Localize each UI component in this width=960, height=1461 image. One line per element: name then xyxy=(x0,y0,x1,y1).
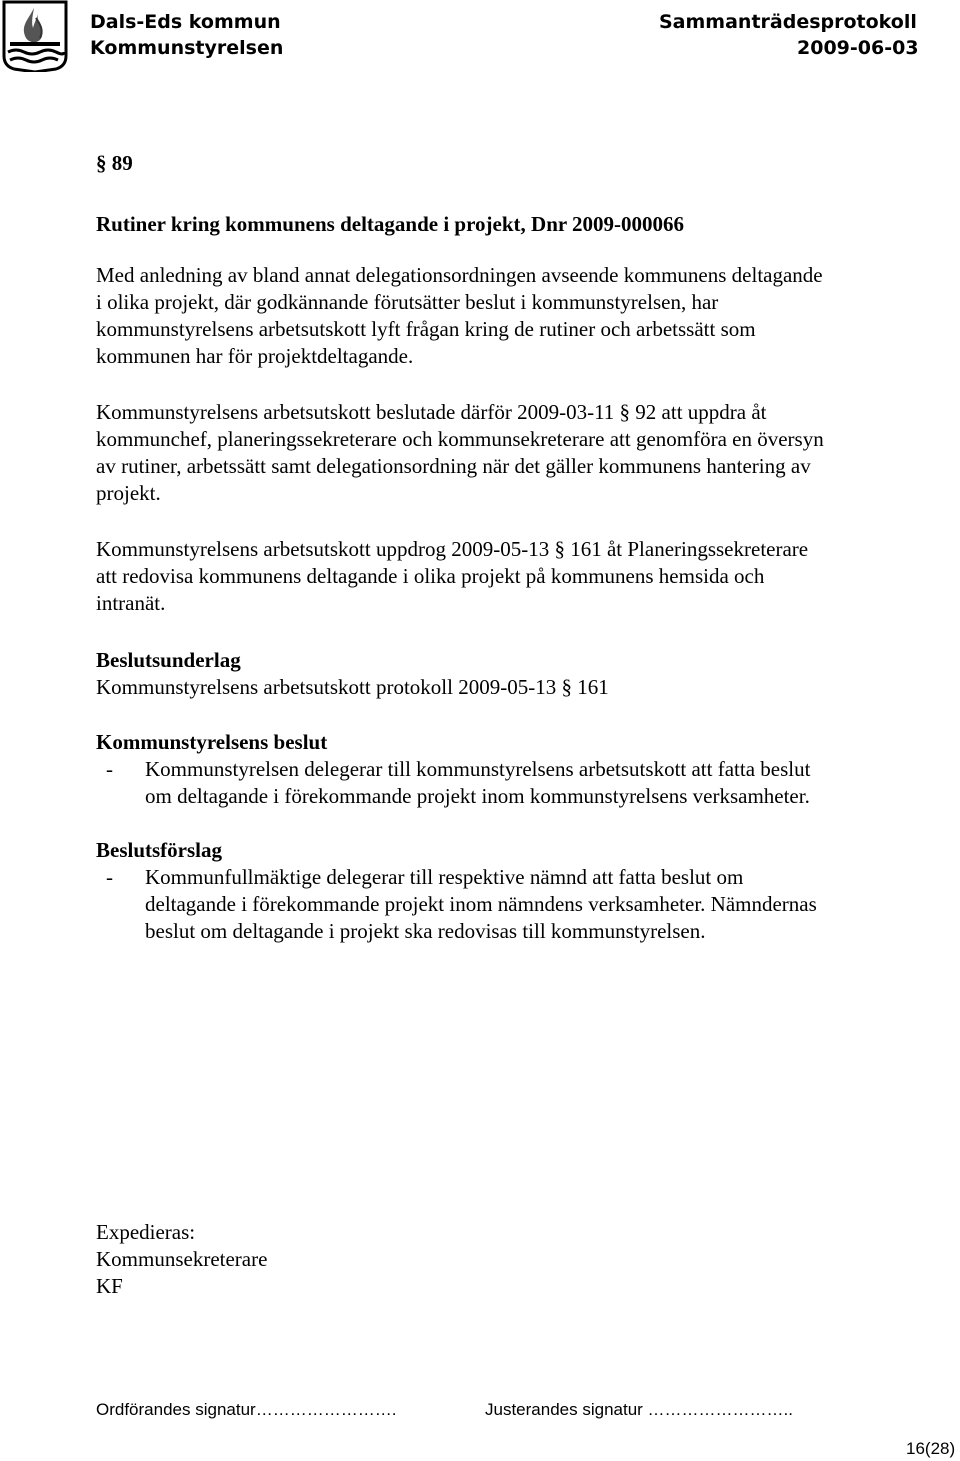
list-dash: - xyxy=(106,757,113,781)
paragraph-background xyxy=(96,262,936,370)
beslutsunderlag-text: Kommunstyrelsens arbetsutskott protokoll 2009-05-13 § 161 xyxy=(96,675,609,699)
ks-beslut-heading: Kommunstyrelsens beslut xyxy=(96,730,328,754)
org-name: Dals-Eds kommun xyxy=(90,11,281,33)
text-line: kommunchef, planeringssekreterare och kommunsekreterare att genomföra en översyn xyxy=(96,427,824,451)
text-line: om deltagande i förekommande projekt inom kommunstyrelsens verksamheter. xyxy=(145,784,810,808)
text-line: Kommunstyrelsens arbetsutskott uppdrog 2009-05-13 § 161 åt Planeringssekreterare xyxy=(96,537,809,561)
expedieras-label: Expedieras: xyxy=(96,1220,196,1244)
chair-signature-line: Ordförandes signatur……………………. xyxy=(96,1400,397,1419)
ks-beslut-item xyxy=(96,756,936,810)
paragraph-au-decision xyxy=(96,399,936,507)
page-number: 16(28) xyxy=(906,1439,956,1458)
text-line: Kommunstyrelsens arbetsutskott beslutade därför 2009-03-11 § 92 att uppdra åt xyxy=(96,400,767,424)
text-line: att redovisa kommunens deltagande i olika projekt på kommunens hemsida och xyxy=(96,564,765,588)
recipient: KF xyxy=(96,1274,123,1298)
text-line: deltagande i förekommande projekt inom nämndens verksamheter. Nämndernas xyxy=(145,892,817,916)
beslutsunderlag-heading: Beslutsunderlag xyxy=(96,648,241,672)
text-line: Kommunfullmäktige delegerar till respektive nämnd att fatta beslut om xyxy=(145,865,744,889)
text-line: kommunen har för projektdeltagande. xyxy=(96,344,414,368)
meeting-date: 2009-06-03 xyxy=(797,37,919,59)
section-title: Rutiner kring kommunens deltagande i projekt, Dnr 2009-000066 xyxy=(96,212,685,236)
body-name: Kommunstyrelsen xyxy=(90,37,284,59)
recipient: Kommunsekreterare xyxy=(96,1247,268,1271)
text-line: kommunstyrelsens arbetsutskott lyft frågan kring de rutiner och arbetssätt som xyxy=(96,317,756,341)
text-line: projekt. xyxy=(96,481,161,505)
section-number: § 89 xyxy=(96,151,133,175)
paragraph-au-assignment xyxy=(96,536,936,617)
municipality-logo xyxy=(0,0,70,72)
text-line: beslut om deltagande i projekt ska redovisas till kommunstyrelsen. xyxy=(145,919,706,943)
beslutsforslag-item xyxy=(96,864,936,945)
text-line: intranät. xyxy=(96,591,166,615)
text-line: i olika projekt, där godkännande förutsätter beslut i kommunstyrelsen, har xyxy=(96,290,719,314)
document-type: Sammanträdesprotokoll xyxy=(659,11,917,33)
text-line: Kommunstyrelsen delegerar till kommunstyrelsens arbetsutskott att fatta beslut xyxy=(145,757,811,781)
list-dash: - xyxy=(106,865,113,889)
adjuster-signature-line: Justerandes signatur …………………….. xyxy=(485,1400,793,1419)
text-line: Med anledning av bland annat delegationsordningen avseende kommunens deltagande xyxy=(96,263,823,287)
text-line: av rutiner, arbetssätt samt delegationsordning när det gäller kommunens hantering av xyxy=(96,454,811,478)
beslutsforslag-heading: Beslutsförslag xyxy=(96,838,222,862)
